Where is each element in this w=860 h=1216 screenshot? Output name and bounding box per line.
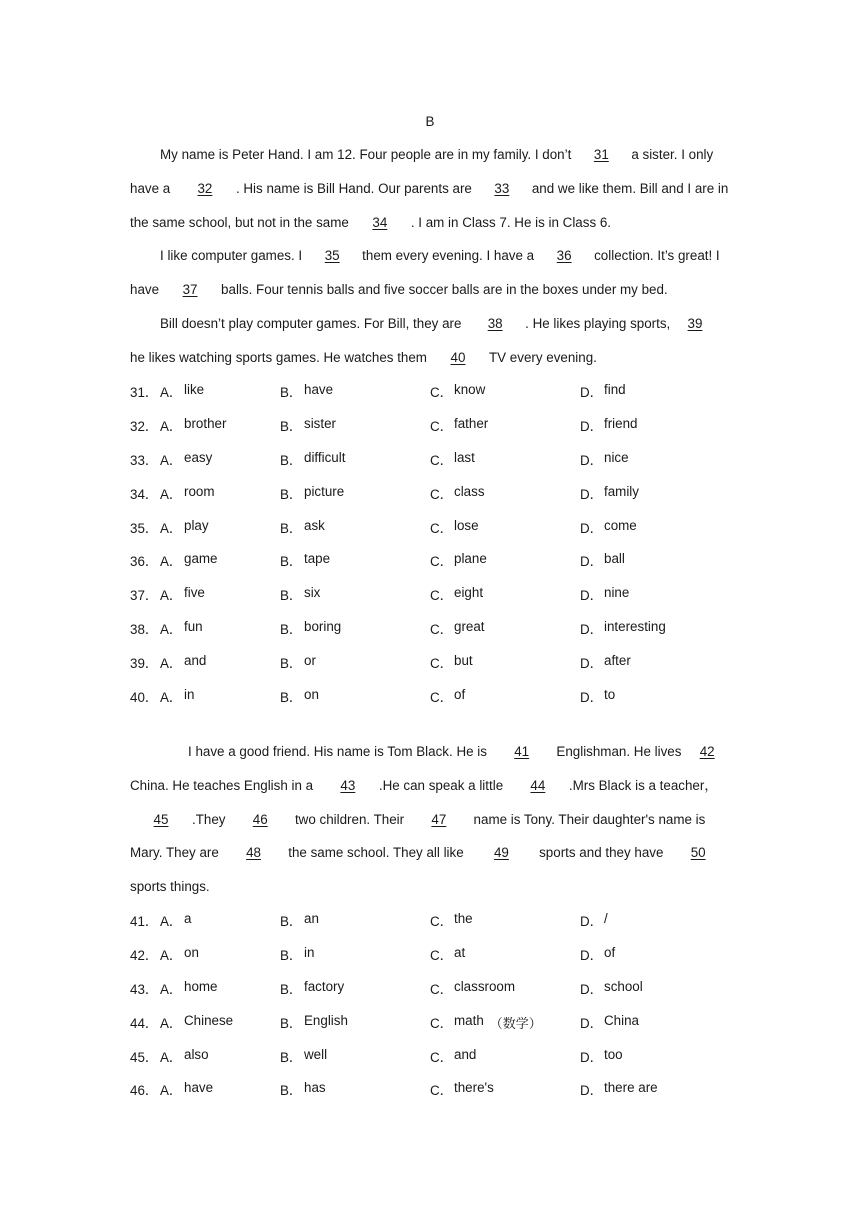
text: he likes watching sports games. He watches them: [130, 349, 427, 365]
question-row: [130, 679, 750, 713]
text: . I am in Class 7. He is in Class 6.: [410, 214, 612, 230]
option-letter: D．: [580, 1083, 604, 1099]
blank-33[interactable]: 33: [494, 180, 510, 196]
option-c[interactable]: [430, 518, 580, 537]
blank-39[interactable]: 39: [687, 316, 703, 331]
option-letter: C．: [430, 948, 454, 964]
question-number: 32．: [130, 419, 159, 435]
blank-40[interactable]: 40: [450, 349, 466, 365]
option-c[interactable]: [430, 382, 580, 401]
option-d[interactable]: [580, 382, 730, 401]
text: . His name is Bill Hand. Our parents are: [235, 180, 472, 196]
option-d[interactable]: [580, 1080, 730, 1099]
option-a[interactable]: [160, 518, 280, 537]
option-letter: A．: [160, 1083, 183, 1099]
question-row: [130, 904, 750, 938]
text: China. He teaches English in a: [130, 777, 317, 793]
option-c[interactable]: [430, 551, 580, 570]
option-letter: A．: [160, 981, 183, 997]
option-letter: B．: [280, 452, 303, 468]
option-letter: C．: [430, 486, 454, 502]
option-text: friend: [604, 416, 638, 432]
option-text: room: [184, 483, 215, 499]
option-c[interactable]: [430, 911, 580, 930]
option-text: too: [604, 1046, 623, 1062]
option-d[interactable]: [580, 484, 730, 503]
option-text: the: [454, 911, 473, 927]
text: and we like them. Bill and I are in the same school, but not in the same: [130, 180, 729, 230]
passage1-paragraph-1: [130, 138, 730, 239]
option-text: ask: [304, 517, 325, 533]
question-list-31-40: [130, 375, 750, 713]
option-c[interactable]: [430, 1047, 580, 1066]
option-d[interactable]: [580, 585, 730, 604]
blank-49[interactable]: 49: [493, 845, 509, 861]
option-a[interactable]: [160, 382, 280, 401]
text: .He can speak a little: [378, 777, 507, 793]
option-text: boring: [304, 618, 342, 634]
option-text: also: [184, 1046, 209, 1062]
option-text: have: [184, 1080, 214, 1096]
option-text: game: [184, 551, 218, 567]
question-row: [130, 476, 750, 510]
option-b[interactable]: [280, 416, 430, 435]
option-text: after: [604, 652, 631, 668]
option-letter: A．: [160, 689, 183, 705]
option-letter: C．: [430, 1049, 454, 1065]
option-letter: D．: [580, 689, 604, 705]
option-d[interactable]: [580, 450, 730, 469]
option-text: Chinese: [184, 1012, 234, 1028]
option-d[interactable]: [580, 518, 730, 537]
option-text: factory: [304, 978, 345, 994]
option-b[interactable]: [280, 585, 430, 604]
blank-32[interactable]: 32: [197, 180, 213, 196]
option-d[interactable]: [580, 619, 730, 638]
option-note: （数学）: [489, 1016, 542, 1032]
option-letter: C．: [430, 1015, 454, 1031]
blank-35[interactable]: 35: [324, 248, 340, 263]
text: sports things.: [130, 879, 210, 895]
option-c[interactable]: [430, 653, 580, 672]
option-a[interactable]: [160, 945, 280, 964]
question-number: 44．: [130, 1015, 159, 1031]
option-letter: B．: [280, 419, 303, 435]
option-letter: D．: [580, 554, 604, 570]
option-text: of: [604, 945, 616, 961]
option-text: there's: [454, 1080, 494, 1096]
option-letter: B．: [280, 914, 303, 930]
option-a[interactable]: [160, 585, 280, 604]
option-letter: B．: [280, 621, 303, 637]
option-letter: C．: [430, 655, 454, 671]
option-text: but: [454, 652, 473, 668]
option-text: last: [454, 449, 475, 465]
option-text: an: [304, 911, 319, 927]
option-d[interactable]: [580, 979, 730, 998]
option-text: sister: [304, 416, 336, 432]
option-text: well: [304, 1046, 328, 1062]
option-text: great: [454, 618, 485, 634]
option-text: nine: [604, 585, 630, 601]
option-letter: D．: [580, 1049, 604, 1065]
option-text: nice: [604, 449, 629, 465]
option-d[interactable]: [580, 1013, 730, 1032]
option-letter: B．: [280, 948, 303, 964]
blank-37[interactable]: 37: [182, 281, 198, 297]
option-text: on: [184, 945, 199, 961]
option-a[interactable]: [160, 653, 280, 672]
option-d[interactable]: [580, 551, 730, 570]
option-d[interactable]: [580, 945, 730, 964]
option-text: English: [304, 1012, 348, 1028]
option-letter: B．: [280, 554, 303, 570]
option-text: brother: [184, 416, 227, 432]
section-title: B: [425, 114, 435, 129]
blank-31[interactable]: 31: [593, 147, 609, 162]
option-letter: A．: [160, 1049, 183, 1065]
option-text: come: [604, 517, 637, 533]
option-c[interactable]: [430, 1080, 580, 1099]
blank-45[interactable]: 45: [153, 811, 169, 827]
option-a[interactable]: [160, 979, 280, 998]
option-text: on: [304, 686, 319, 702]
option-letter: A．: [160, 1015, 183, 1031]
option-letter: A．: [160, 655, 183, 671]
option-letter: C．: [430, 385, 454, 401]
option-letter: D．: [580, 419, 604, 435]
option-b[interactable]: [280, 945, 430, 964]
option-d[interactable]: [580, 1047, 730, 1066]
option-d[interactable]: [580, 416, 730, 435]
question-number: 37．: [130, 588, 159, 604]
option-text: like: [184, 382, 205, 398]
option-c[interactable]: [430, 687, 580, 706]
blank-48[interactable]: 48: [246, 845, 261, 861]
option-letter: B．: [280, 588, 303, 604]
option-letter: A．: [160, 385, 183, 401]
option-text: and: [184, 652, 207, 668]
option-text: picture: [304, 483, 345, 499]
option-letter: A．: [160, 554, 183, 570]
option-text: lose: [454, 517, 479, 533]
option-letter: C．: [430, 1083, 454, 1099]
blank-38[interactable]: 38: [487, 316, 503, 331]
option-b[interactable]: [280, 911, 430, 930]
question-row: [130, 409, 750, 443]
option-b[interactable]: [280, 687, 430, 706]
option-a[interactable]: [160, 687, 280, 706]
question-row: [130, 645, 750, 679]
blank-36[interactable]: 36: [556, 248, 572, 263]
option-text: to: [604, 686, 616, 702]
option-text: tape: [304, 551, 331, 567]
passage1-paragraph-3: [130, 307, 730, 375]
option-c[interactable]: [430, 1013, 580, 1032]
text: sports and they have: [535, 845, 668, 861]
option-letter: D．: [580, 486, 604, 502]
question-row: [130, 578, 750, 612]
option-c[interactable]: [430, 979, 580, 998]
option-text: ball: [604, 551, 625, 567]
option-c[interactable]: [430, 416, 580, 435]
question-row: [130, 972, 750, 1006]
option-letter: A．: [160, 452, 183, 468]
text: balls. Four tennis balls and five soccer balls are in the boxes under my bed.: [221, 281, 668, 297]
question-row: [130, 1005, 750, 1039]
text: two children. Their: [291, 811, 408, 827]
text: My name is Peter Hand. I am 12. Four people are in my family. I don’t: [160, 147, 572, 162]
blank-47[interactable]: 47: [431, 811, 447, 827]
option-text: five: [184, 585, 205, 601]
question-row: [130, 375, 750, 409]
option-a[interactable]: [160, 619, 280, 638]
text: I have a good friend. His name is Tom Black. He is: [188, 744, 491, 759]
option-a[interactable]: [160, 911, 280, 930]
option-letter: C．: [430, 621, 454, 637]
option-b[interactable]: [280, 979, 430, 998]
text: the same school. They all like: [284, 845, 468, 861]
option-letter: B．: [280, 1049, 303, 1065]
option-b[interactable]: [280, 382, 430, 401]
blank-46[interactable]: 46: [252, 811, 268, 827]
option-text: know: [454, 382, 486, 398]
option-letter: C．: [430, 689, 454, 705]
option-letter: D．: [580, 385, 604, 401]
option-letter: D．: [580, 914, 604, 930]
option-b[interactable]: [280, 1047, 430, 1066]
option-c[interactable]: [430, 619, 580, 638]
option-text: easy: [184, 449, 213, 465]
option-letter: B．: [280, 981, 303, 997]
option-a[interactable]: [160, 416, 280, 435]
option-text: classroom: [454, 978, 516, 994]
option-letter: C．: [430, 419, 454, 435]
option-text: family: [604, 483, 639, 499]
option-b[interactable]: [280, 1013, 430, 1032]
question-list-41-46: [130, 904, 750, 1107]
option-b[interactable]: [280, 1080, 430, 1099]
option-text: China: [604, 1012, 639, 1028]
option-a[interactable]: [160, 1047, 280, 1066]
question-number: 42．: [130, 948, 159, 964]
option-text: plane: [454, 551, 487, 567]
passage1-paragraph-2: [130, 239, 730, 307]
option-text: there are: [604, 1080, 658, 1096]
option-letter: C．: [430, 554, 454, 570]
option-text: six: [304, 585, 321, 601]
option-letter: A．: [160, 948, 183, 964]
text: a sister. I only have a: [130, 147, 714, 196]
blank-41[interactable]: 41: [514, 744, 530, 759]
option-letter: D．: [580, 588, 604, 604]
question-number: 36．: [130, 554, 159, 570]
option-letter: B．: [280, 1083, 303, 1099]
option-letter: C．: [430, 452, 454, 468]
option-b[interactable]: [280, 653, 430, 672]
option-letter: D．: [580, 452, 604, 468]
question-number: 33．: [130, 452, 159, 468]
question-number: 31．: [130, 385, 159, 401]
option-letter: B．: [280, 689, 303, 705]
option-text: of: [454, 686, 466, 702]
option-b[interactable]: [280, 484, 430, 503]
option-text: fun: [184, 618, 203, 634]
question-number: 45．: [130, 1049, 159, 1065]
blank-42[interactable]: 42: [699, 744, 715, 759]
option-letter: A．: [160, 419, 183, 435]
option-text: home: [184, 978, 218, 994]
option-letter: A．: [160, 914, 183, 930]
option-letter: A．: [160, 486, 183, 502]
question-number: 43．: [130, 981, 159, 997]
text: .They: [192, 811, 230, 827]
option-a[interactable]: [160, 450, 280, 469]
option-letter: C．: [430, 914, 454, 930]
option-text: father: [454, 416, 489, 432]
option-c[interactable]: [430, 585, 580, 604]
option-b[interactable]: [280, 619, 430, 638]
option-letter: C．: [430, 588, 454, 604]
option-letter: B．: [280, 1015, 303, 1031]
question-row: [130, 938, 750, 972]
option-text: find: [604, 382, 626, 398]
question-row: [130, 612, 750, 646]
option-b[interactable]: [280, 551, 430, 570]
option-text: school: [604, 978, 643, 994]
option-text: in: [184, 686, 195, 702]
option-text: difficult: [304, 449, 346, 465]
text: them every evening. I have a: [362, 248, 535, 263]
option-c[interactable]: [430, 484, 580, 503]
option-text: eight: [454, 585, 484, 601]
text: Englishman. He lives: [552, 744, 686, 759]
option-a[interactable]: [160, 551, 280, 570]
option-text: or: [304, 652, 316, 668]
option-a[interactable]: [160, 1080, 280, 1099]
text: collection. It’s great! I have: [130, 248, 720, 297]
question-row: [130, 443, 750, 477]
option-a[interactable]: [160, 484, 280, 503]
text: . He likes playing sports,: [525, 316, 674, 331]
option-b[interactable]: [280, 450, 430, 469]
text: .Mrs Black is a teacher，: [568, 777, 718, 793]
option-text: play: [184, 517, 209, 533]
option-letter: A．: [160, 520, 183, 536]
text: I like computer games. I: [160, 248, 303, 263]
question-number: 41．: [130, 914, 159, 930]
blank-44[interactable]: 44: [530, 777, 546, 793]
question-number: 46．: [130, 1083, 159, 1099]
blank-43[interactable]: 43: [340, 777, 356, 793]
option-letter: B．: [280, 655, 303, 671]
text: Bill doesn’t play computer games. For Bill, they are: [160, 316, 466, 331]
option-c[interactable]: [430, 450, 580, 469]
question-row: [130, 544, 750, 578]
option-text: /: [604, 911, 608, 927]
option-text: a: [184, 911, 192, 927]
blank-34[interactable]: 34: [372, 214, 388, 230]
option-text: and: [454, 1046, 477, 1062]
option-letter: B．: [280, 486, 303, 502]
option-letter: B．: [280, 385, 303, 401]
option-letter: D．: [580, 520, 604, 536]
option-letter: B．: [280, 520, 303, 536]
option-d[interactable]: [580, 653, 730, 672]
option-letter: D．: [580, 621, 604, 637]
option-text: at: [454, 945, 466, 961]
option-d[interactable]: [580, 687, 730, 706]
option-letter: C．: [430, 520, 454, 536]
question-row: [130, 1039, 750, 1073]
option-letter: D．: [580, 948, 604, 964]
text: name is Tony. Their daughter's name is Mary. They are: [130, 811, 706, 861]
option-a[interactable]: [160, 1013, 280, 1032]
option-letter: A．: [160, 588, 183, 604]
option-text: in: [304, 945, 315, 961]
option-letter: D．: [580, 1015, 604, 1031]
option-b[interactable]: [280, 518, 430, 537]
question-number: 40．: [130, 689, 159, 705]
question-number: 35．: [130, 520, 159, 536]
option-text: class: [454, 483, 485, 499]
passage2-paragraph: [130, 735, 730, 904]
option-letter: D．: [580, 655, 604, 671]
option-letter: D．: [580, 981, 604, 997]
question-number: 34．: [130, 486, 159, 502]
question-row: [130, 1073, 750, 1107]
option-text: math: [454, 1012, 484, 1028]
option-c[interactable]: [430, 945, 580, 964]
option-text: interesting: [604, 618, 666, 634]
option-text: have: [304, 382, 334, 398]
blank-50[interactable]: 50: [690, 845, 706, 861]
option-letter: A．: [160, 621, 183, 637]
option-d[interactable]: [580, 911, 730, 930]
question-number: 39．: [130, 655, 159, 671]
option-text: has: [304, 1080, 326, 1096]
option-letter: C．: [430, 981, 454, 997]
text: TV every evening.: [488, 349, 597, 365]
question-number: 38．: [130, 621, 159, 637]
question-row: [130, 510, 750, 544]
